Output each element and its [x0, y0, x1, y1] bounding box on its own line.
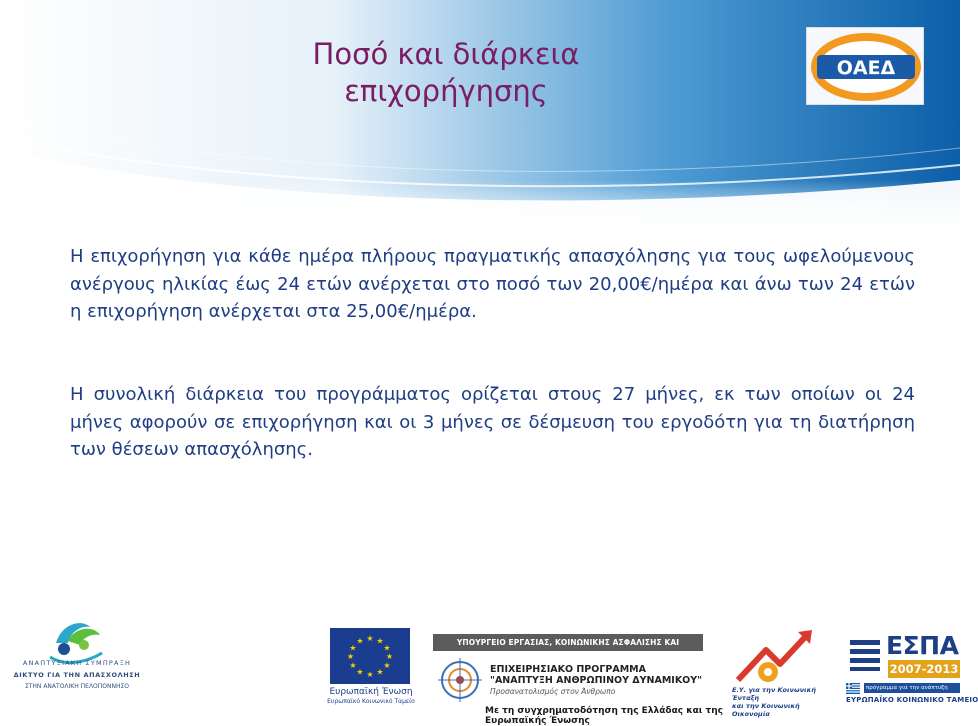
svg-text:★: ★: [366, 670, 374, 679]
cofunding-statement: Με τη συγχρηματοδότηση της Ελλάδας και της Ευρωπαϊκής Ένωσης: [485, 706, 723, 726]
paragraph-duration: Η συνολική διάρκεια του προγράμματος ορίζεται στους 27 μήνες, εκ των οποίων οι 24 μήνες αφορούν σε επιχορήγηση και οι 3 μήνες σε δέσμευση του εργοδότη για τη διατήρηση των θέσεων απασχόλησης.: [70, 384, 915, 460]
paragraph-amount: Η επιχορήγηση για κάθε ημέρα πλήρους πραγματικής απασχόλησης για τους ωφελούμενους ανέργους ηλικίας έως 24 ετών ανέρχεται στο ποσό των 20,00€/ημέρα και άνω των 24 ετών η επιχορήγηση ανέρχεται στα 25,00€/ημέρα.: [70, 246, 915, 322]
op-line2: "ΑΝΑΠΤΥΞΗ ΑΝΘΡΩΠΙΝΟΥ ΔΥΝΑΜΙΚΟΥ": [490, 675, 703, 686]
svg-text:★: ★: [383, 661, 391, 670]
op-line3: Προσανατολισμός στον Άνθρωπο: [490, 687, 616, 696]
oaed-logo-text: ΟΑΕΔ: [836, 57, 896, 79]
svg-text:★: ★: [383, 643, 391, 653]
op-emblem-icon: [438, 655, 482, 705]
slide-title: [296, 36, 596, 110]
ey-text: [732, 686, 824, 718]
ey-line1: Ε.Υ. για την Κοινωνική Ένταξη: [732, 686, 816, 702]
eu-caption-line1: Ευρωπαϊκή Ένωση: [329, 687, 413, 697]
oaed-logo: [806, 27, 924, 105]
slide-title-line2: επιχορήγησης: [344, 74, 548, 108]
espa-years: 2007-2013: [889, 662, 959, 676]
slide-title-line1: Ποσό και διάρκεια: [312, 37, 580, 71]
espa-program-label: πρόγραμμα για την ανάπτυξη: [864, 683, 960, 693]
ey-social-inclusion-logo: [728, 628, 818, 688]
network-logo-line1: ΑΝΑΠΤΥΞΙΑΚΗ ΣΥΜΠΡΑΞΗ: [22, 659, 132, 667]
ministry-banner: ΥΠΟΥΡΓΕΙΟ ΕΡΓΑΣΙΑΣ, ΚΟΙΝΩΝΙΚΗΣ ΑΣΦΑΛΙΣΗΣ ΚΑΙ ΠΡΟΝΟΙΑΣ: [433, 634, 703, 651]
svg-text:★: ★: [366, 634, 374, 643]
espa-stripes-icon: [850, 638, 884, 672]
svg-text:★: ★: [376, 667, 384, 677]
oaed-logo-graphic: [807, 28, 925, 106]
espa-title: ΕΣΠΑ: [886, 631, 959, 660]
eu-flag-icon: [330, 628, 410, 684]
ey-line2: και την Κοινωνική Οικονομία: [732, 702, 800, 718]
svg-text:★: ★: [349, 661, 357, 670]
svg-text:★: ★: [376, 636, 384, 646]
greek-flag-icon: [846, 683, 860, 694]
svg-text:★: ★: [385, 652, 394, 661]
op-line1: ΕΠΙΧΕΙΡΗΣΙΑΚΟ ΠΡΟΓΡΑΜΜΑ: [490, 664, 646, 675]
op-text: [490, 664, 702, 696]
eu-caption-line2: Ευρωπαϊκό Κοινωνικό Ταμείο: [327, 698, 415, 705]
network-logo-line2: ΔΙΚΤΥΟ ΓΙΑ ΤΗΝ ΑΠΑΣΧΟΛΗΣΗ: [13, 671, 141, 679]
svg-text:★: ★: [349, 643, 357, 653]
svg-text:★: ★: [346, 652, 355, 661]
network-logo-line3: ΣΤΗΝ ΑΝΑΤΟΛΙΚΗ ΠΕΛΟΠΟΝΝΗΣΟ: [24, 683, 130, 690]
svg-text:★: ★: [356, 667, 364, 677]
espa-esf-label: ΕΥΡΩΠΑΪΚΟ ΚΟΙΝΩΝΙΚΟ ΤΑΜΕΙΟ: [846, 696, 978, 704]
eu-caption: [316, 687, 426, 705]
svg-text:★: ★: [356, 636, 364, 646]
network-logo: [10, 605, 144, 707]
